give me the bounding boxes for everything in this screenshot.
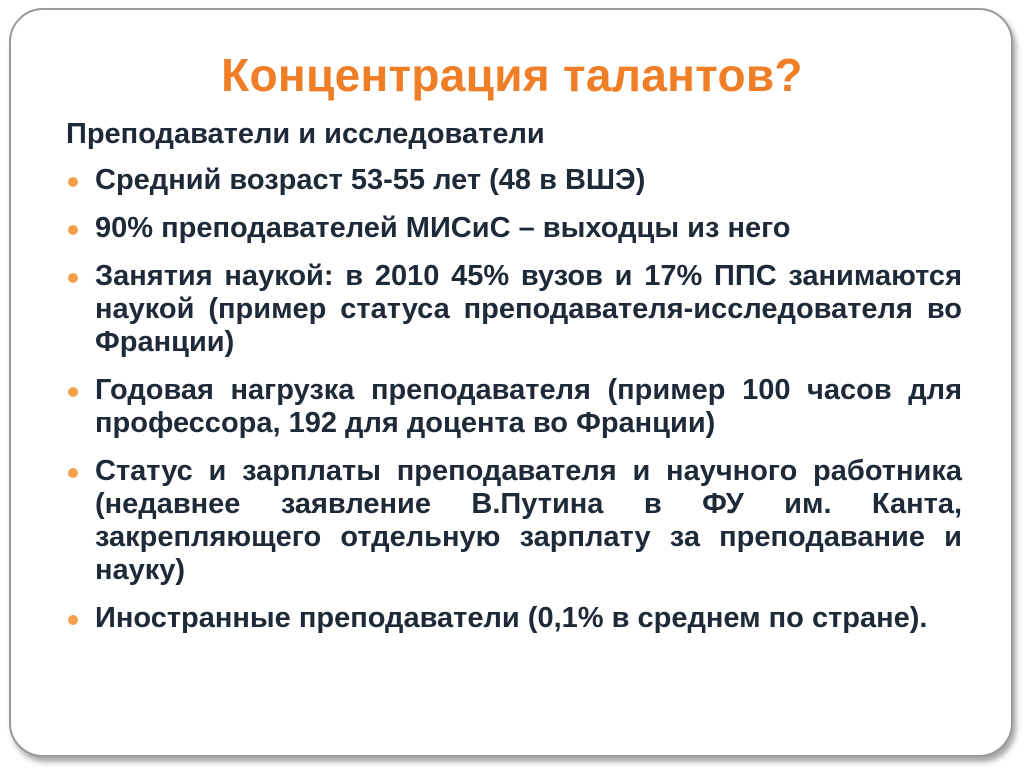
bullet-dot-icon: [68, 615, 78, 625]
bullet-item-foreign-teachers: [66, 602, 962, 635]
bullet-item-annual-workload: [66, 374, 962, 440]
bullet-list: [66, 164, 962, 635]
bullet-item-science: [66, 260, 962, 359]
bullet-dot-icon: [68, 468, 78, 478]
bullet-text: Иностранные преподаватели (0,1% в среднем по стране).: [95, 602, 928, 634]
bullet-text: Средний возраст 53-55 лет (48 в ВШЭ): [95, 164, 646, 196]
slide-title: Концентрация талантов?: [221, 49, 803, 101]
bullet-dot-icon: [68, 225, 78, 235]
bullet-text: Занятия наукой: в 2010 45% вузов и 17% ППС занимаются наукой (пример статуса преподавателя-исследователя во Франции): [95, 260, 962, 358]
bullet-dot-icon: [68, 387, 78, 397]
bullet-item-average-age: [66, 164, 962, 197]
slide-content: [66, 118, 962, 650]
bullet-dot-icon: [68, 273, 78, 283]
slide-subheading: Преподаватели и исследователи: [66, 118, 545, 150]
bullet-dot-icon: [68, 177, 78, 187]
bullet-text: 90% преподавателей МИСиС – выходцы из него: [95, 212, 791, 244]
bullet-item-status-salary: [66, 455, 962, 587]
bullet-item-misis-graduates: [66, 212, 962, 245]
bullet-text: Годовая нагрузка преподавателя (пример 100 часов для профессора, 192 для доцента во Франции): [95, 374, 962, 439]
bullet-text: Статус и зарплаты преподавателя и научного работника (недавнее заявление В.Путина в ФУ им. Канта, закрепляющего отдельную зарплату за преподавание и науку): [95, 455, 962, 586]
